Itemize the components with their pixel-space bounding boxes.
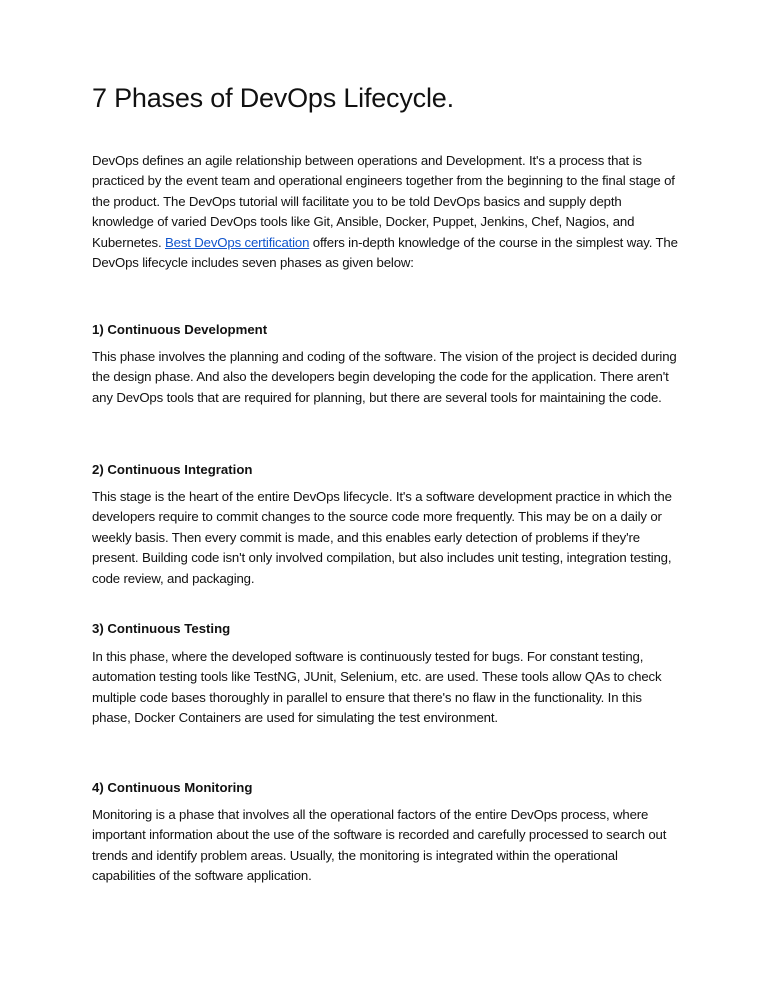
section-heading-continuous-development: 1) Continuous Development bbox=[92, 322, 268, 337]
devops-certification-link[interactable]: Best DevOps certification bbox=[164, 234, 310, 250]
intro-text-before-link: DevOps defines an agile relationship between operations and Development. It's a process that is practiced by the event team and operational engineers together from the beginning to the final stage of the product. The DevOps tutorial will facilitate you to be told DevOps basics and supply depth knowledge of varied DevOps tools like Git, Ansible, Docker, Puppet, Jenkins, Chef, Nagios, and Kubernetes. bbox=[92, 153, 675, 250]
section-heading-continuous-testing: 3) Continuous Testing bbox=[92, 621, 231, 636]
section-body-continuous-testing: In this phase, where the developed software is continuously tested for bugs. For constant testing, automation testing tools like TestNG, JUnit, Selenium, etc. are used. These tools allow QAs to check multiple code bases thoroughly in parallel to ensure that there's no flaw in the functionality. In this phase, Docker Containers are used for simulating the test environment. bbox=[92, 649, 662, 726]
section-body-continuous-development: This phase involves the planning and coding of the software. The vision of the project is decided during the design phase. And also the developers begin developing the code for the application. There aren't any DevOps tools that are required for planning, but there are several tools for maintaining the code. bbox=[92, 349, 677, 405]
section-heading-continuous-monitoring: 4) Continuous Monitoring bbox=[92, 780, 253, 795]
section-heading-continuous-integration: 2) Continuous Integration bbox=[92, 462, 253, 477]
document-title: 7 Phases of DevOps Lifecycle. bbox=[92, 83, 454, 113]
intro-paragraph bbox=[92, 151, 680, 273]
section-body-continuous-integration: This stage is the heart of the entire DevOps lifecycle. It's a software development practice in which the developers require to commit changes to the source code more frequently. This may be on a daily or weekly basis. Then every commit is made, and this enables early detection of problems if they're present. Building code isn't only involved compilation, but also includes unit testing, integration testing, code review, and packaging. bbox=[92, 489, 672, 586]
section-body-continuous-monitoring: Monitoring is a phase that involves all the operational factors of the entire DevOps process, where important information about the use of the software is recorded and carefully processed to search out trends and identify problem areas. Usually, the monitoring is integrated within the operational capabilities of the software application. bbox=[92, 807, 667, 884]
intro-text-after-link: offers in-depth knowledge of the course in the simplest way. The DevOps lifecycle includes seven phases as given below: bbox=[92, 234, 678, 271]
